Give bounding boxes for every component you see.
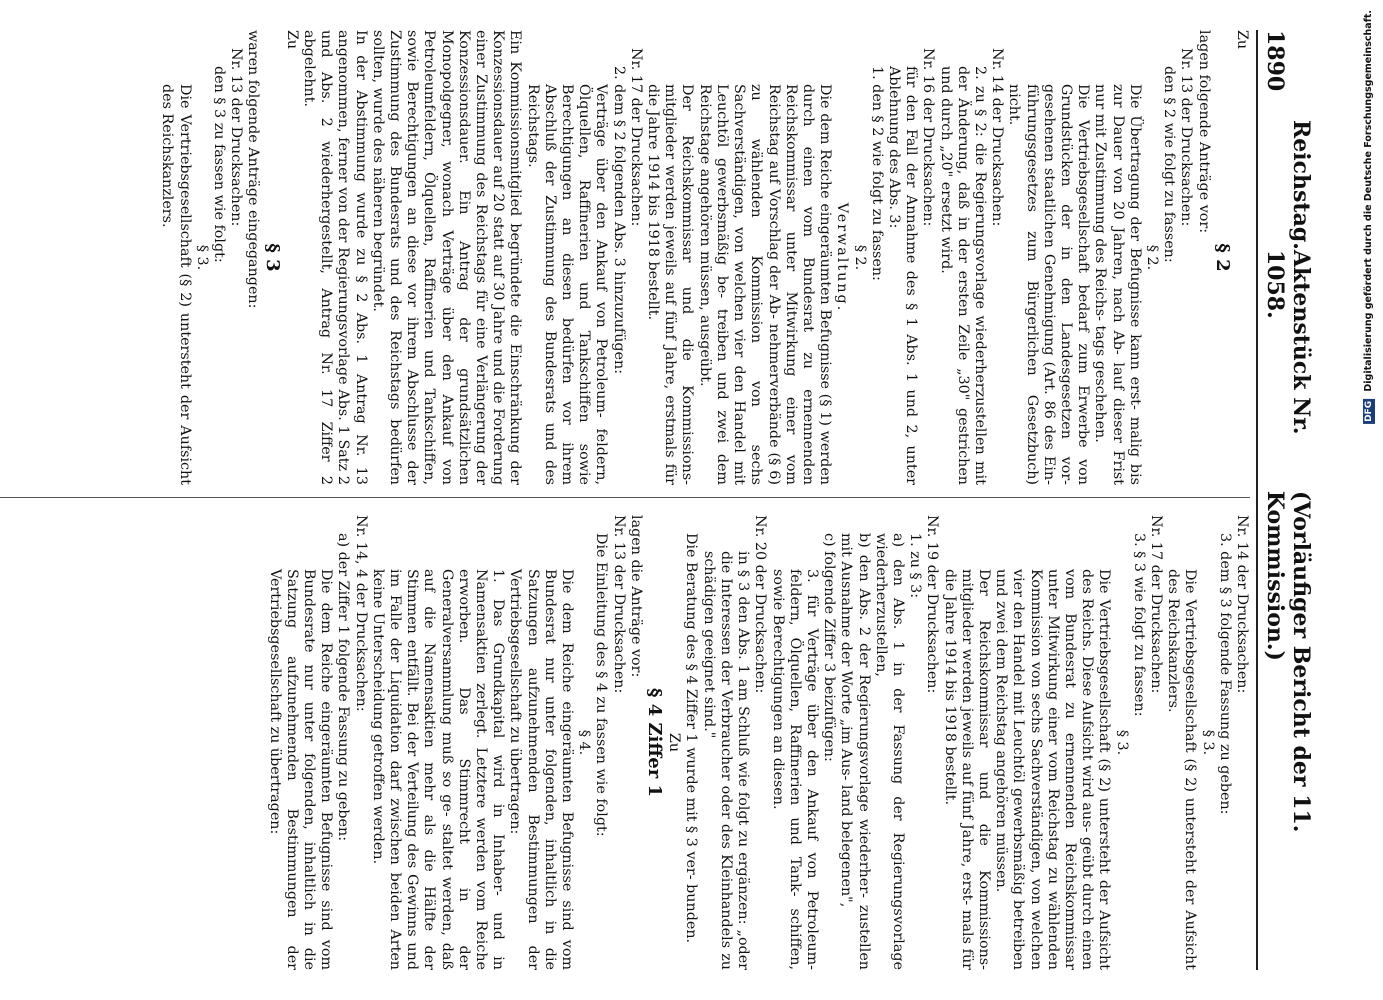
text-line: lagen die Anträge vor:: [627, 515, 644, 678]
text-line: Zu: [283, 30, 300, 50]
text-line: Zu: [666, 732, 683, 753]
page-header: [1256, 30, 1314, 970]
text-line: Nr. 17 der Drucksachen:: [627, 48, 644, 227]
text-line: 3. § 3 wie folgt zu fassen:: [1130, 533, 1147, 717]
paragraph-number: § 3.: [193, 244, 210, 271]
text-line: c) folgende Ziffer 3 beizufügen:: [821, 533, 838, 762]
paragraph: in § 3 den Abs. 1 am Schluß wie folgt zu ergänzen: „oder die Interessen der Verbraucher oder des Kleinhandels zu schädigen geeignet sind.": [700, 551, 752, 970]
paragraph: Die Vertriebsgesellschaft bedarf zum Erwerbe von Grundstücken der in den Landesgesetzen vor- gesehenen staatlichen Genehmigung (Art. 86 des Ein- führungsgesetzes zum Bürgerlichen Gesetzbuch) nicht.: [1006, 84, 1092, 485]
section-heading: § 3: [261, 243, 283, 272]
paragraph: Die dem Reiche eingeräumten Befugnisse (§ 1) werden durch einen vom Bundesrat zu ernennenden Reichskommissar unter Mitwirkung einer vom Reichstag auf Vorschlag der Ab- nehmerverbände (§ 6) zu wählenden Kommission von sechs Sachverständigen, von welchen vier den Handel mit Leuchtöl gewerbsmäßig be- treiben und zwei dem Reichstage angehören müssen, ausgeübt.: [696, 84, 834, 485]
paragraph: Die Beratung des § 4 Ziffer 1 wurde mit § 3 ver- bunden.: [683, 533, 700, 944]
header-middle: Aktenstück Nr. 1058.: [1262, 249, 1314, 435]
text-line: Nr. 13 der Drucksachen:: [610, 515, 627, 694]
paragraph: 1. Das Grundkapital wird in Inhaber- und in Namensaktien zerlegt. Letztere werden vom Reiche erworben. Das Stimmrecht in der Generalversammlung muß so ge- staltet werden, daß auf die Namensaktien mehr als die Hälfte der Stimmen entfällt. Bei der Verteilung des Gewinns und im Falle der Liquidation darf zwischen beiden Arten keine Unterscheidung getroffen werden.: [369, 569, 507, 970]
paragraph: Die dem Reiche eingeräumten Befugnisse sind vom Bundesrat nur unter folgenden, inhaltlich in die Satzungen aufzunehmenden Bestimmungen der Vertriebsgesellschaft zu übertragen:: [507, 569, 576, 970]
text-line: 3. dem § 3 folgende Fassung zu geben:: [1216, 533, 1233, 815]
paragraph-number: § 3.: [1199, 729, 1216, 756]
text-line: den § 3 zu fassen wie folgt:: [211, 66, 228, 263]
text-line: Zu: [1234, 30, 1250, 50]
paragraph: Die Übertragung der Befugnisse kann erst- malig bis zur Dauer von 20 Jahren, nach Ab- lauf dieser Frist nur mit Zustimmung des Reichs- tags geschehen.: [1092, 84, 1143, 485]
credit-text: Digitalisierung gefördert durch die Deutsche Forschungsgemeinschaft.: [1363, 10, 1374, 392]
header-right: (Vorläufiger Bericht der 11. Kommission.): [1262, 490, 1314, 833]
paragraph-number: § 2.: [1143, 244, 1160, 271]
paragraph: für den Fall der Annahme des § 1 Abs. 1 und 2, unter Ablehnung des Abs. 3:: [885, 66, 920, 485]
text-line: 1. zu § 3:: [907, 533, 924, 599]
text-line: Nr. 14 der Drucksachen:: [989, 48, 1006, 227]
text-line: waren folgende Anträge eingegangen:: [245, 30, 262, 309]
paragraph-number: § 3.: [1113, 729, 1130, 756]
subheading: Verwaltung.: [834, 202, 851, 313]
text-line: Nr. 14 der Drucksachen:: [1234, 515, 1250, 694]
page-number: 1890: [1262, 30, 1288, 92]
paragraph-number: § 2.: [851, 244, 868, 271]
paragraph: Der Reichskommissar und die Kommissions- mitglieder werden jeweils auf fünf Jahre, erst- mals für die Jahre 1914 bis 1918 bestellt.: [941, 569, 992, 970]
text-line: den § 2 wie folgt zu fassen:: [1161, 66, 1178, 263]
paragraph: Ein Kommissionsmitglied begründete die Einschränkung der Konzessionsdauer auf 20 statt auf 30 Jahre und die Forderung einer Zustimmung des Reichstags für eine Verlängerung der Konzessionsdauer. Ein Antrag der grundsätzlichen Monopolgegner, wonach Verträge über den Ankauf von Petroleumfeldern, Ölquellen, Raffinerien und Tankschiffen, sowie Berechtigungen an diese vor ihrem Abschlusse der Zustimmung des Bundesrats und des Reichstags bedürfen sollten, wurde des näheren begründet.: [369, 30, 524, 485]
text-line: Nr. 17 der Drucksachen:: [1147, 515, 1164, 694]
column-divider: [0, 497, 1250, 498]
section-heading: § 2: [1211, 243, 1233, 272]
header-left: Reichstag.: [1288, 120, 1314, 250]
section-heading: § 4 Ziffer 1: [644, 688, 666, 797]
right-column: [0, 515, 1250, 970]
text-line: Nr. 13 der Drucksachen:: [228, 48, 245, 227]
left-column: [0, 30, 1250, 485]
text-line: Nr. 16 der Drucksachen:: [920, 48, 937, 227]
paragraph: 3. für Verträge über den Ankauf von Petroleum- feldern, Ölquellen, Raffinerien und Tank- schiffen, sowie Berechtigungen an diesen.: [769, 569, 820, 970]
paragraph: Die Vertriebsgesellschaft (§ 2) untersteht der Aufsicht des Reichskanzlers.: [1165, 569, 1199, 970]
text-line: 2. dem § 2 folgenden Abs. 3 hinzuzufügen:: [610, 66, 627, 375]
text-line: 1. den § 2 wie folgt zu fassen:: [868, 66, 885, 281]
paragraph: Verträge über den Ankauf von Petroleum- feldern, Ölquellen, Raffinerien und Tankschiffen sowie Berechtigungen an diesen bedürfen vor ihrem Abschluß der Zustimmung des Bundesrats und des Reichstags.: [524, 84, 610, 485]
text-line: a) der Ziffer 1 folgende Fassung zu geben:: [335, 533, 352, 842]
text-line: Nr. 20 der Drucksachen:: [752, 515, 769, 694]
paragraph-number: § 4.: [576, 729, 593, 756]
paragraph: Die Vertriebsgesellschaft (§ 2) untersteht der Aufsicht des Reichs. Diese Aufsicht wird aus- geübt durch einen vom Bundesrat zu ernennenden Reichskommissar unter Mitwirkung einer vom Reichstag zu wählenden Kommission von sechs Sachverständigen, von welchen vier den Handel mit Leuchtöl gewerbsmäßig betreiben und zwei dem Reichstag angehören müssen.: [993, 569, 1113, 970]
text-line: Die Einleitung des § 4 zu fassen wie folgt:: [593, 533, 610, 837]
text-line: lagen folgende Anträge vor:: [1195, 30, 1212, 234]
text-line: Nr. 19 der Drucksachen:: [924, 515, 941, 694]
digitization-credit: [1363, 10, 1375, 424]
paragraph: 2. zu § 2: die Regierungsvorlage wiederherzustellen mit der Änderung, daß in der ersten Zeile „30" gestrichen und durch „20" ersetzt wird.: [937, 66, 988, 485]
paragraph: In der Abstimmung wurde zu § 2 Abs. 1 Antrag Nr. 13 angenommen, ferner von der Regierungsvorlage Abs. 1 Satz 2 und Abs. 2 wiederhergestellt, Antrag Nr. 17 Ziffer 2 abgelehnt.: [301, 30, 369, 485]
paragraph: Der Reichskommissar und die Kommissions- mitglieder werden jeweils auf fünf Jahre, erstmals für die Jahre 1914 bis 1918 bestellt.: [645, 84, 696, 485]
paragraph: b) den Abs. 2 der Regierungsvorlage wiederher- zustellen mit Ausnahme der Worte „im Aus- land belegenen",: [838, 533, 872, 970]
text-line: Nr. 14, 4 der Drucksachen:: [352, 515, 369, 712]
paragraph: a) den Abs. 1 in der Fassung der Regierungsvorlage wiederherzustellen,: [872, 533, 906, 970]
paragraph: Die dem Reiche eingeräumten Befugnisse sind vom Bundesrate nur unter folgenden, inhaltlich in die Satzung aufzunehmenden Bestimmungen der Vertriebsgesellschaft zu übertragen:: [266, 569, 335, 970]
dfg-logo: DFG: [1364, 400, 1374, 422]
paragraph: Die Vertriebsgesellschaft (§ 2) untersteht der Aufsicht des Reichskanzlers.: [159, 84, 193, 485]
text-line: Nr. 13 der Drucksachen:: [1178, 48, 1195, 227]
